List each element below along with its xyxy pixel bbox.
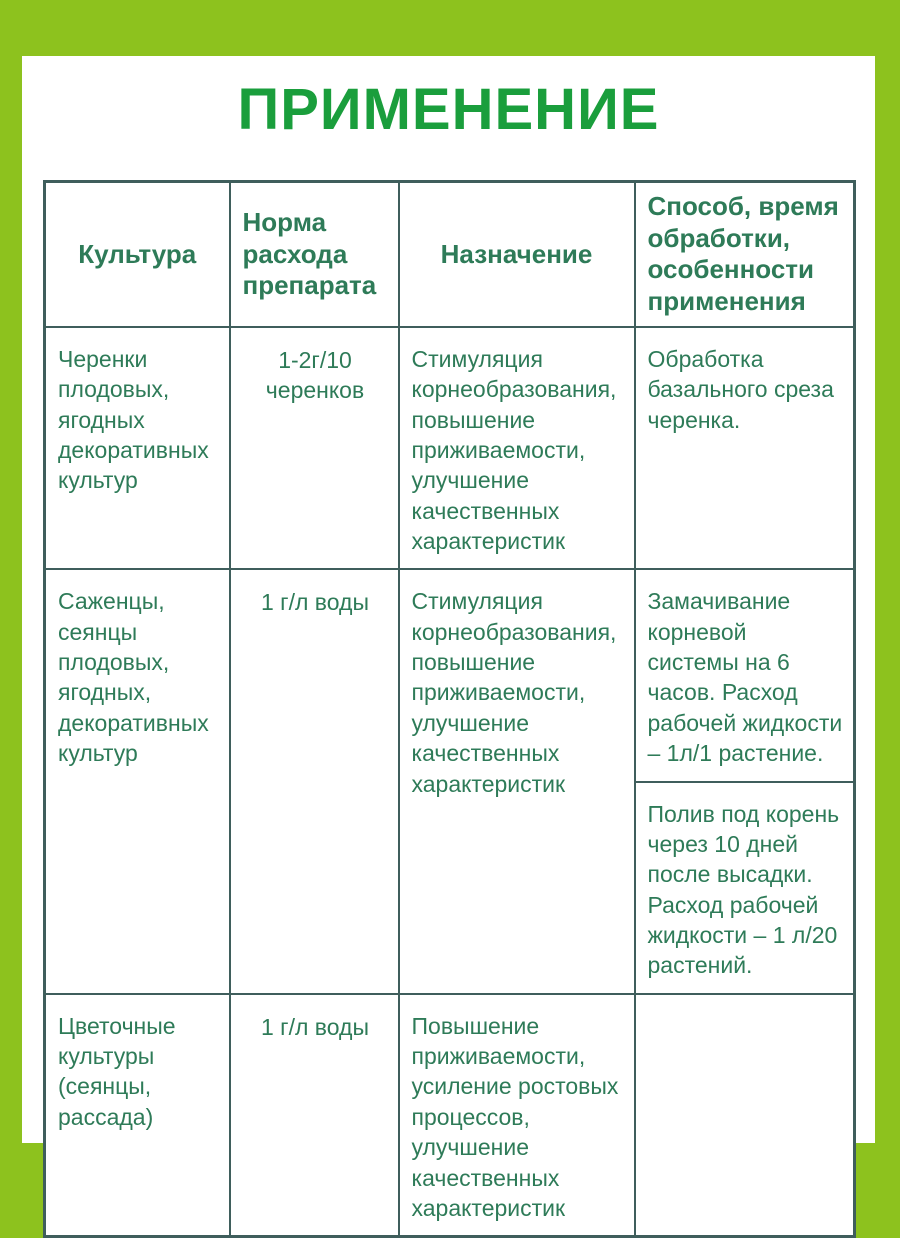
page-title: ПРИМЕНЕНИЕ: [22, 76, 875, 143]
culture-cell: Цветочные культуры (сеянцы, рассада): [45, 994, 230, 1237]
purpose-cell: Повышение приживаемости, усиление ростовых процессов, улучшение качественных характеристик: [399, 994, 635, 1237]
rate-cell: 1 г/л воды: [230, 569, 399, 993]
purpose-cell: Стимуляция корнеобразования, повышение приживаемости, улучшение качественных характеристик: [399, 327, 635, 570]
rate-cell: 1-2г/10 черенков: [230, 327, 399, 570]
rate-cell: 1 г/л воды: [230, 994, 399, 1237]
header-method: Способ, время обработки, особенности применения: [635, 182, 855, 327]
header-rate: Норма расхода препарата: [230, 182, 399, 327]
header-culture: Культура: [45, 182, 230, 327]
purpose-cell: Стимуляция корнеобразования, повышение приживаемости, улучшение качественных характеристик: [399, 569, 635, 993]
culture-cell: Черенки плодовых, ягодных декоративных культур: [45, 327, 230, 570]
method-cell-soaking: Замачивание корневой системы на 6 часов. Расход рабочей жидкости – 1л/1 растение.: [635, 569, 855, 781]
header-purpose: Назначение: [399, 182, 635, 327]
table-row: [45, 569, 855, 781]
method-cell-watering: Полив под корень через 10 дней после высадки. Расход рабочей жидкости – 1 л/20 растений.: [635, 782, 855, 994]
table-row: [45, 994, 855, 1237]
application-table: [43, 180, 856, 1238]
culture-cell: Саженцы, сеянцы плодовых, ягодных, декоративных культур: [45, 569, 230, 993]
table-row: [45, 327, 855, 570]
method-cell-empty: [635, 994, 855, 1237]
page-content: [22, 56, 875, 1143]
table-header-row: [45, 182, 855, 327]
method-cell: Обработка базального среза черенка.: [635, 327, 855, 570]
